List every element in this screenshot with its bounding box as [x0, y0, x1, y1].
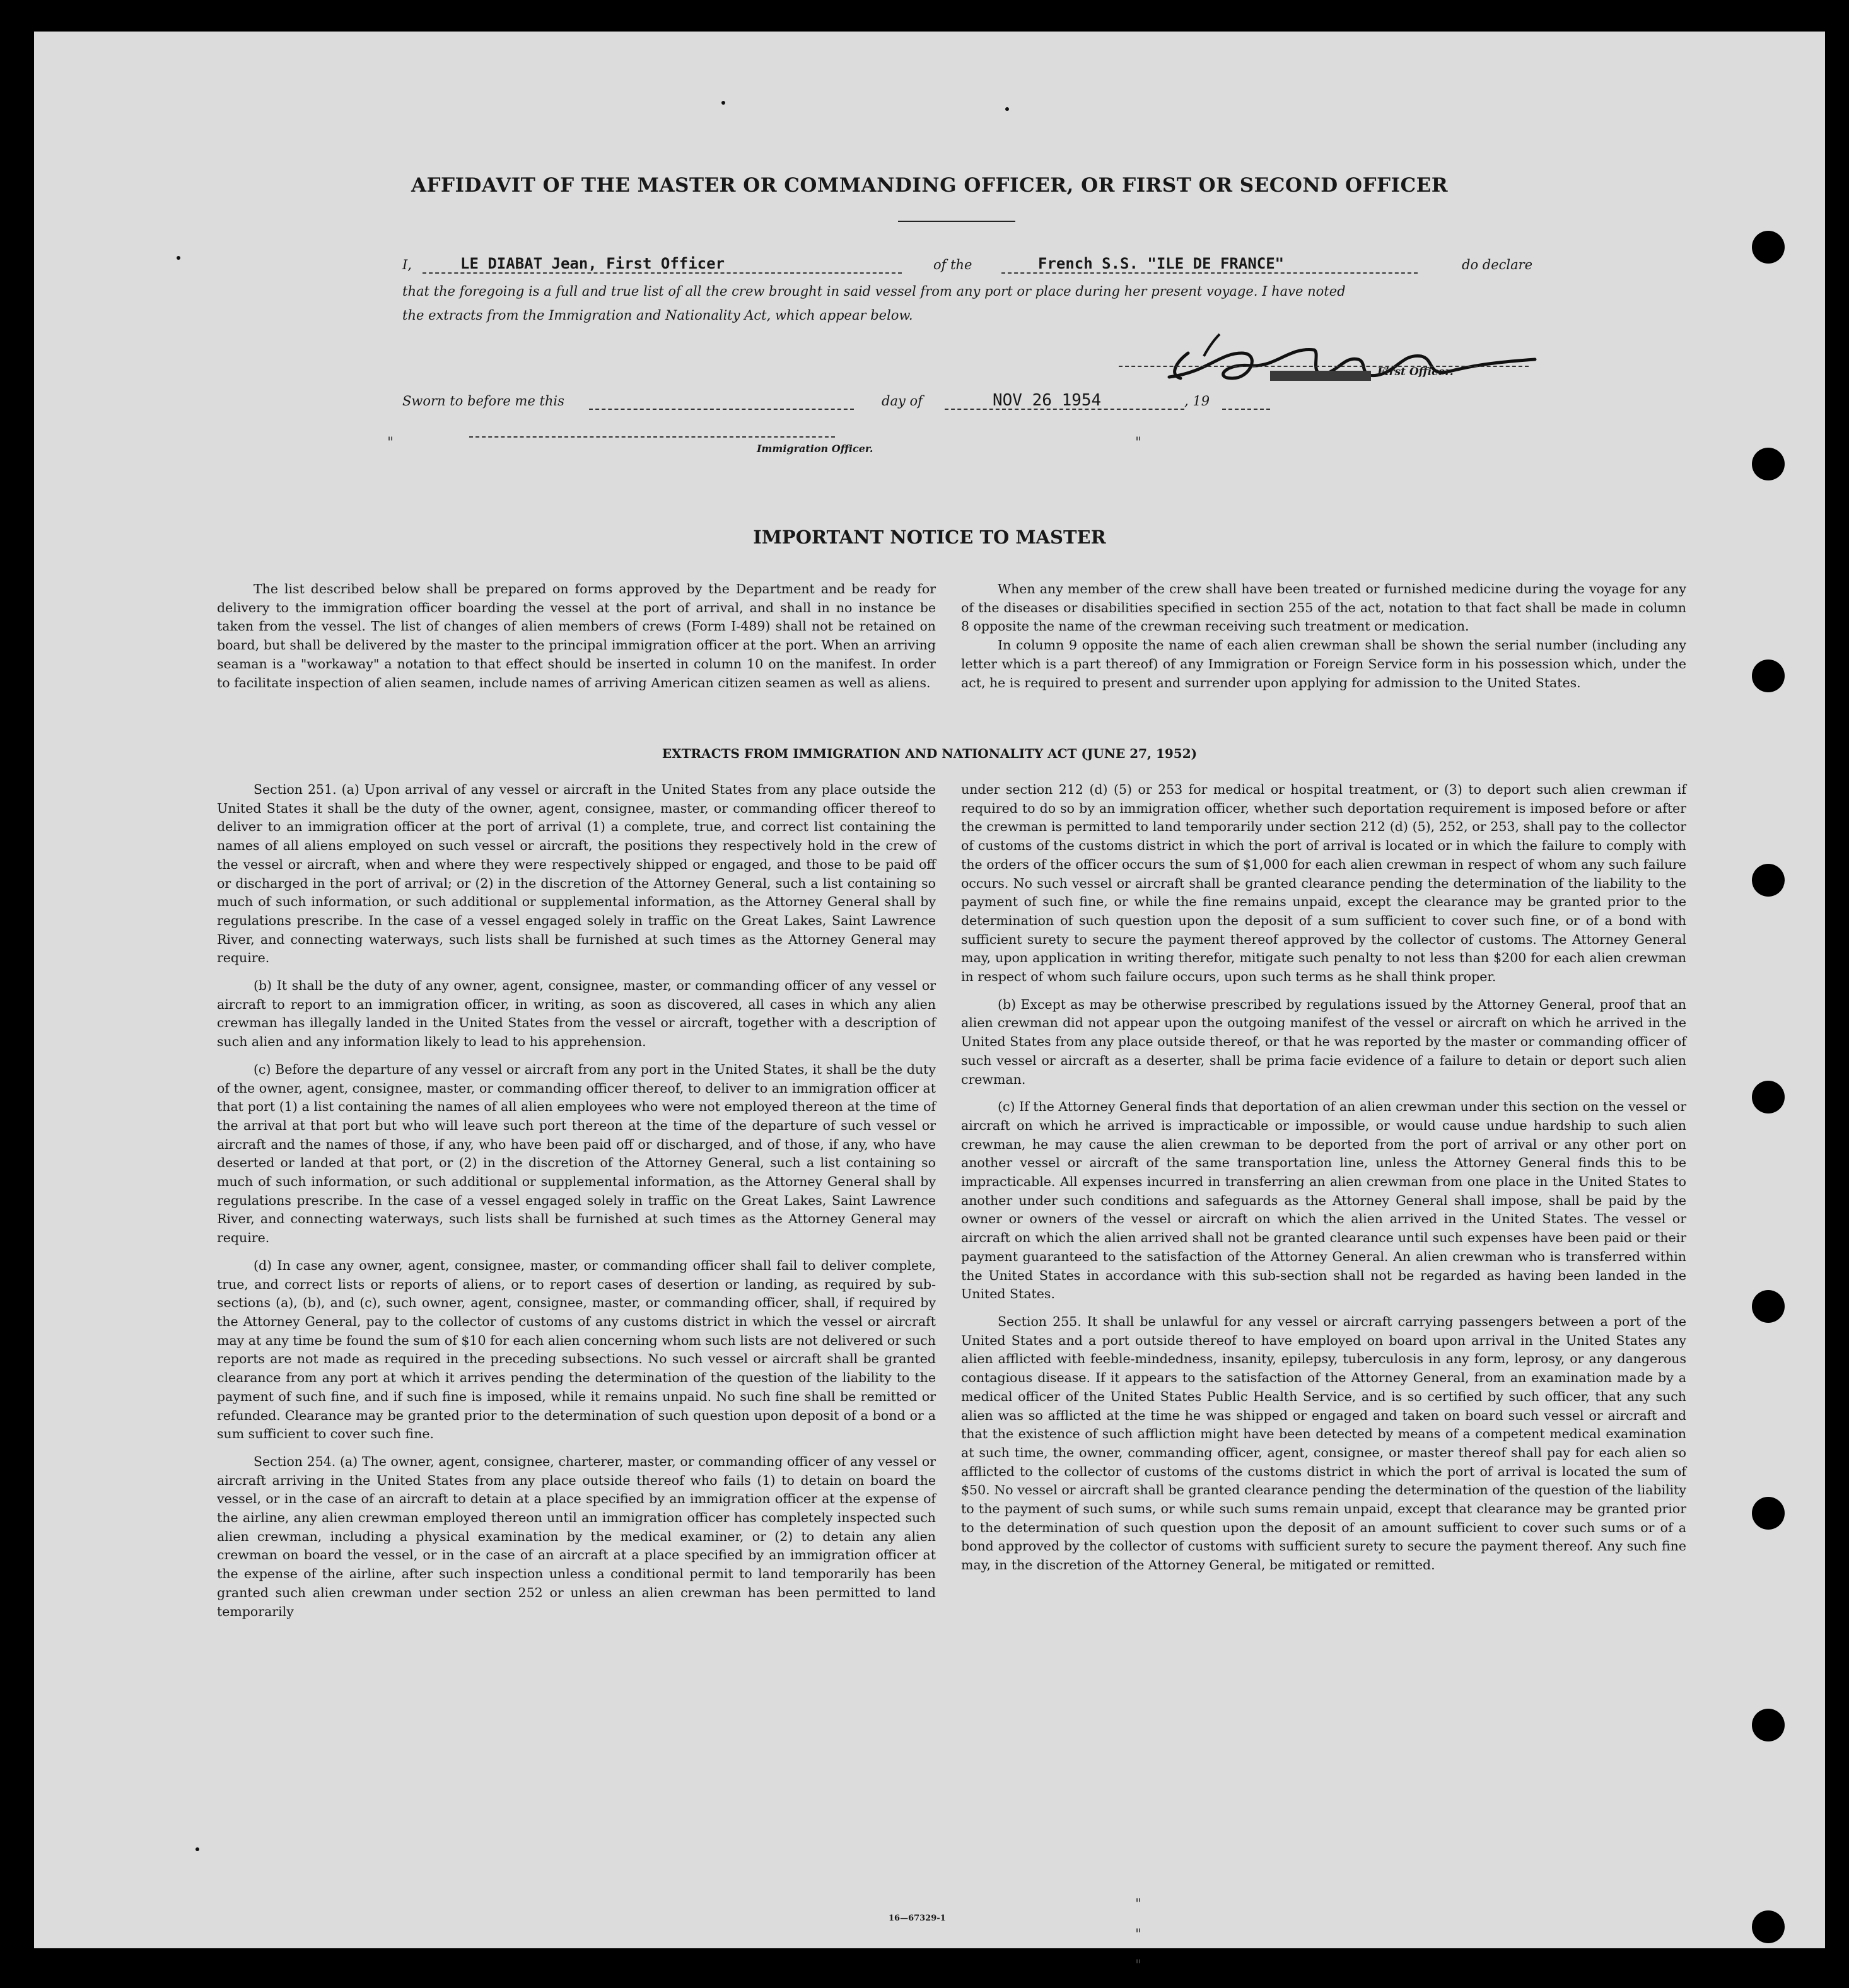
section-251-a: Section 251. (a) Upon arrival of any vessel or aircraft in the United States from any place outside the United States it shall be the duty of the owner, agent, consignee, master, or commanding officer thereof to deliver to an immigration officer at the port of arrival (1) a complete, true, and correct list containing the names of all aliens employed on such vessel or aircraft, the positions they respectively hold in the crew of the vessel or aircraft, when and where they were respectively shipped or engaged, and those to be paid off or discharged in the port of arrival; or (2) in the discretion of the Attorney General, such a list containing so much of such information, or such additional or supplemental information, as the Attorney General shall by regulations prescribe. In the case of a vessel engaged solely in traffic on the Great Lakes, Saint Lawrence River, and connecting waterways, such lists shall be furnished at such times as the Attorney General may require. [217, 782, 936, 966]
section-251-c: (c) Before the departure of any vessel or aircraft from any port in the United States, it shall be the duty of the owner, agent, consignee, master, or commanding officer thereof, to deliver to an immigration officer at that port (1) a list containing the names of all alien employees who were not employed thereon at the time of the arrival at that port but who will leave such port thereon at the time of the departure of such vessel or aircraft and the names of those, if any, who have been paid off or discharged, and of those, if any, who have deserted or landed at that port, or (2) in the discretion of the Attorney General, such a list containing so much of such information, or such additional or supplemental information, as the Attorney General shall by regulations prescribe. In the case of a vessel engaged solely in traffic on the Great Lakes, Saint Lawrence River, and connecting waterways, such lists shall be furnished at such times as the Attorney General may require. [217, 1061, 936, 1246]
signature-line [1119, 366, 1529, 367]
section-251-d: (d) In case any owner, agent, consignee, master, or commanding officer shall fail to deliver complete, true, and correct lists or reports of aliens, or to report cases of desertion or landing, as required by sub-sections (a), (b), and (c), such owner, agent, consignee, master, or commanding officer, shall, if required by the Attorney General, pay to the collector of customs of any customs district in which the vessel or aircraft may at any time be found the sum of $10 for each alien concerning whom such lists are not delivered or such reports are not made as required in the preceding subsections. No such vessel or aircraft shall be granted clearance from any port at which it arrives pending the determination of the question of the liability to the payment of such fine, and if such fine is imposed, while it remains unpaid. No such fine shall be remitted or refunded. Clearance may be granted prior to the determination of such question upon deposit of a bond or a sum sufficient to cover such fine. [217, 1257, 936, 1442]
do-declare-label: do declare [1462, 257, 1533, 272]
punch-hole [1752, 1910, 1785, 1943]
year-blank [1222, 409, 1270, 410]
notice-left-paragraph: The list described below shall be prepared on forms approved by the Department and be ready for delivery to the immigration officer boarding the vessel at the port of arrival, and shall in no instance be taken from the vessel. The list of changes of alien members of crews (Form I-489) shall not be retained on board, but shall be delivered by the master to the principal immigration officer at the port. When an arriving seaman is a "workaway" a notation to that effect should be inserted in column 10 on the manifest. In order to facilitate inspection of alien seamen, include names of arriving American citizen seamen as well as aliens. [217, 581, 936, 690]
notice-right-paragraph-2: In column 9 opposite the name of each alien crewman shall be shown the serial number (including any letter which is a part thereof) of any Immigration or Foreign Service form in his possession which, under the act, he is required to present and surrender upon applying for admission to the United States. [961, 637, 1686, 690]
form-number: 16—67329-1 [889, 1914, 946, 1923]
declaration-line-2: that the foregoing is a full and true list of all the crew brought in said vessel from any port or place during her present voyage. I have noted [402, 284, 1346, 299]
title-underline [898, 221, 1015, 222]
punch-hole [1752, 448, 1785, 480]
vessel-name-typed: French S.S. "ILE DE FRANCE" [1038, 255, 1285, 272]
day-of-label: day of [882, 393, 923, 409]
officer-name-typed: LE DIABAT Jean, First Officer [460, 255, 725, 272]
notice-left-column [217, 580, 936, 701]
ditto-mark: " [1135, 1958, 1142, 1973]
declaration-prefix: I, [402, 257, 412, 272]
sworn-line [402, 391, 1285, 416]
extracts-right-column [961, 781, 1686, 1584]
year-prefix: , 19 [1184, 393, 1210, 409]
punch-hole [1752, 1290, 1785, 1323]
name-blank [423, 272, 902, 274]
speck [195, 1847, 199, 1851]
notice-right-paragraph-1: When any member of the crew shall have been treated or furnished medicine during the voyage for any of the diseases or disabilities specified in section 255 of the act, notation to that fact shall be made in column 8 opposite the name of the crewman receiving such treatment or medication. [961, 581, 1686, 634]
of-the-label: of the [933, 257, 972, 272]
declaration-line-1 [402, 255, 1569, 280]
section-254-a-continued: under section 212 (d) (5) or 253 for medical or hospital treatment, or (3) to deport such alien crewman if required to do so by an immigration officer, whether such deportation requirement is imposed before or after the crewman is permitted to land temporarily under section 212 (d) (5), 252, or 253, shall pay to the collector of customs of the customs district in which the port of arrival is located or in which the failure to comply with the orders of the officer occurs the sum of $1,000 for each alien crewman in respect of whom any such failure occurs. No such vessel or aircraft shall be granted clearance pending the determination of the liability to the payment of such fine, or while the fine remains unpaid, except the clearance may be granted prior to the determination of such question upon the deposit of a sum sufficient to cover such fine, or of a bond with sufficient surety to secure the payment thereof approved by the collector of customs. The Attorney General may, upon application in writing therefor, mitigate such penalty to not less than $200 for each alien crewman in respect of whom such failure occurs, upon such terms as he shall think proper. [961, 782, 1686, 985]
section-255: Section 255. It shall be unlawful for any vessel or aircraft carrying passengers between a port of the United States and a port outside thereof to have employed on board upon arrival in the United States any alien afflicted with feeble-mindedness, insanity, epilepsy, tuberculosis in any form, leprosy, or any dangerous contagious disease. If it appears to the satisfaction of the Attorney General, from an examination made by a medical officer of the United States Public Health Service, and is so certified by such officer, that any such alien was so afflicted at the time he was shipped or engaged and taken on board such vessel or aircraft and that the existence of such affliction might have been detected by means of a competent medical examination at such time, the owner, commanding officer, agent, consignee, or master thereof shall pay for each alien so afflicted to the collector of customs of the customs district in which the port of arrival is located the sum of $50. No vessel or aircraft shall be granted clearance pending the determination of the question of the liability to the payment of such sums, or while such sums remain unpaid, except that clearance may be granted prior to the determination of such question upon the deposit of an amount sufficient to cover such sums or of a bond approved by the collector of customs with sufficient surety to secure the payment thereof. Any such fine may, in the discretion of the Attorney General, be mitigated or remitted. [961, 1313, 1686, 1573]
punch-hole [1752, 660, 1785, 692]
immigration-officer-label: Immigration Officer. [757, 443, 873, 455]
declaration-line-3: the extracts from the Immigration and Nationality Act, which appear below. [402, 308, 913, 323]
document-page [34, 32, 1825, 1973]
extracts-left-column [217, 781, 936, 1630]
signature-caption: First Officer. [1377, 366, 1454, 378]
punch-hole [1752, 1709, 1785, 1741]
struck-text [1270, 371, 1371, 381]
section-254-c: (c) If the Attorney General finds that deportation of an alien crewman under this section on the vessel or aircraft on which he arrived is impracticable or impossible, or would cause undue hardship to such alien crewman, he may cause the alien crewman to be deported from the port of arrival or any other port on another vessel or aircraft of the same transportation line, unless the Attorney General finds this to be impracticable. All expenses incurred in transferring an alien crewman from one place in the United States to another under such conditions and safeguards as the Attorney General shall impose, shall be paid by the owner or owners of the vessel or aircraft on which the alien arrived in the United States. The vessel or aircraft on which the alien arrived shall not be granted clearance until such expenses have been paid or their payment guaranteed to the satisfaction of the Attorney General. An alien crewman who is transferred within the United States in accordance with this sub-section shall not be regarded as having been landed in the United States. [961, 1099, 1686, 1302]
punch-hole [1752, 1081, 1785, 1113]
ditto-mark: " [1135, 1897, 1142, 1912]
sworn-label: Sworn to before me this [402, 393, 564, 409]
received-date-stamp: NOV 26 1954 [993, 391, 1102, 410]
notice-right-column [961, 580, 1686, 701]
punch-hole [1752, 1497, 1785, 1530]
speck [177, 256, 180, 260]
notice-title: IMPORTANT NOTICE TO MASTER [753, 526, 1106, 548]
vessel-blank [1001, 272, 1418, 274]
ditto-mark: " [1135, 1927, 1142, 1943]
section-251-b: (b) It shall be the duty of any owner, agent, consignee, master, or commanding officer of any vessel or aircraft to report to an immigration officer, in writing, as soon as discovered, all cases in which any alien crewman has illegally landed in the United States from the vessel or aircraft, together with a description of such alien and any information likely to lead to his apprehension. [217, 978, 936, 1050]
speck [1005, 107, 1009, 111]
affidavit-title: AFFIDAVIT OF THE MASTER OR COMMANDING OFFICER, OR FIRST OR SECOND OFFICER [411, 174, 1449, 197]
speck [721, 101, 725, 105]
sworn-day-blank [589, 409, 854, 410]
punch-hole [1752, 231, 1785, 264]
section-254-a: Section 254. (a) The owner, agent, consignee, charterer, master, or commanding officer of any vessel or aircraft arriving in the United States from any place outside thereof who fails (1) to detain on board the vessel, or in the case of an aircraft to detain at a place specified by an immigration officer at the expense of the airline, any alien crewman employed thereon until an immigration officer has completely inspected such alien crewman, including a physical examination by the medical examiner, or (2) to detain any alien crewman on board the vessel, or in the case of an aircraft at a place specified by an immigration officer at the expense of the airline, after such inspection unless a conditional permit to land temporarily has been granted such alien crewman under section 252 or unless an alien crewman has been permitted to land temporarily [217, 1453, 936, 1619]
extracts-title: EXTRACTS FROM IMMIGRATION AND NATIONALITY ACT (JUNE 27, 1952) [662, 746, 1198, 761]
section-254-b: (b) Except as may be otherwise prescribed by regulations issued by the Attorney General, proof that an alien crewman did not appear upon the outgoing manifest of the vessel or aircraft on which he arrived in the United States from any place outside thereof, or that he was reported by the master or commanding officer of such vessel or aircraft as a deserter, shall be prima facie evidence of a failure to detain or deport such alien crewman. [961, 996, 1686, 1087]
punch-hole [1752, 864, 1785, 897]
immigration-officer-line [469, 436, 835, 438]
ditto-mark: " [387, 435, 394, 451]
ditto-mark: " [1135, 435, 1142, 451]
